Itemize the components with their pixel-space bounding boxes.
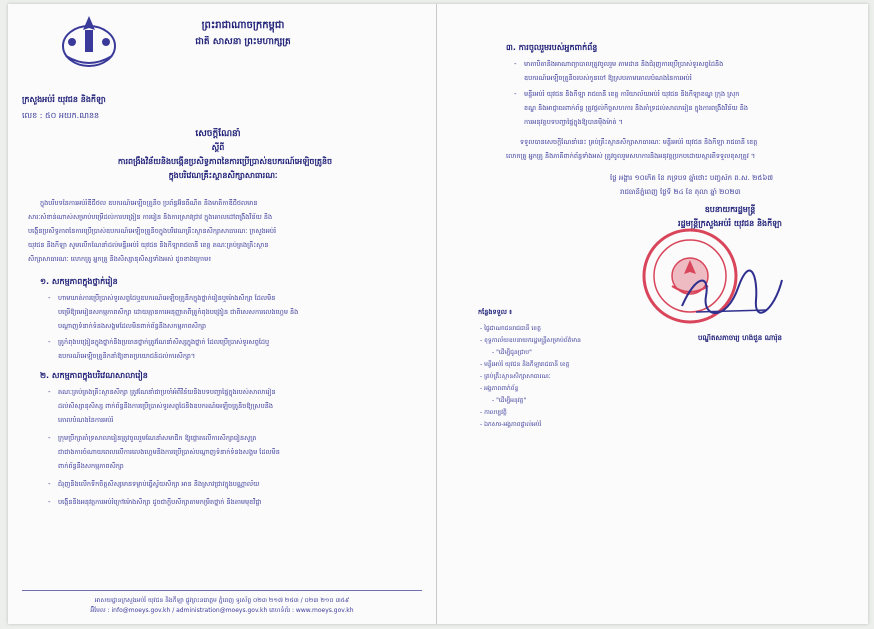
section-2-bullet-2-line: ក្រុមប្រឹក្សាគាំទ្រសាលារៀនត្រូវចូលរួមណែនាំសមាជិក ឱ្យផ្ដោតលើការសិក្សារៀនសូត្រ: [58, 434, 257, 442]
signature-icon: [676, 266, 786, 326]
document-about: ស្តីពី: [211, 143, 225, 152]
document-type: សេចក្តីណែនាំ: [195, 129, 241, 139]
intro-line: យុវជន និងកីឡា សូមលើកណែនាំដល់មន្ទីរអប់រំ យុវជន និងកីឡារាជធានី ខេត្ត គណៈគ្រប់គ្រងគ្រឹះស្ថាន: [28, 241, 269, 249]
section-3-bullet-1-line: មាតាបិតានិងអាណាព្យាបាលត្រូវចូលរួម តាមដាន និងជំរុញការប្រើប្រាស់ទូរសព្ទដៃនិង: [524, 60, 724, 68]
section-2-heading: ២. សកម្មភាពក្នុងបរិវេណសាលារៀន: [40, 371, 148, 380]
section-2-bullet-1-line: គណៈគ្រប់គ្រងគ្រឹះស្ថានសិក្សា ត្រូវណែនាំជាប្រចាំអំពីវិន័យនិងបទបញ្ជាផ្ទៃក្នុងរបស់សាលារៀន: [58, 388, 276, 396]
section-1-bullet-1-line: បណ្ដាញទំនាក់ទំនងសង្គមដែលមិនពាក់ព័ន្ធនឹងសកម្មភាពសិក្សា: [58, 322, 206, 330]
section-3-bullet-1-line: ឧបករណ៍អេឡិចត្រូនិចរបស់កូនចៅ ឱ្យស្របតាមគោលបំណងនៃការអប់រំ: [524, 74, 692, 82]
bullet-dash: -: [48, 498, 51, 506]
bullet-dash: -: [514, 90, 517, 98]
ministry-name: ក្រសួងអប់រំ យុវជន និងកីឡា: [22, 95, 106, 104]
recipient-item: - "ដើម្បីជូនជ្រាប": [492, 349, 532, 356]
signer-title-1: ឧបនាយករដ្ឋមន្ត្រី: [704, 205, 756, 214]
royal-emblem-icon: [58, 12, 120, 70]
bullet-dash: -: [514, 60, 517, 68]
document-title-line-2: ក្នុងបរិវេណគ្រឹះស្ថានសិក្សាសាធារណៈ: [168, 171, 278, 180]
intro-line: សារៈសំខាន់ណាស់សម្រាប់បម្រើដល់ការបង្រៀន ការរៀន និងការស្រាវជ្រាវ ក្នុងគោលដៅពង្រឹងវិន័យ និង: [28, 213, 273, 221]
date-lunar: ថ្ងៃ អង្គារ ១០កើត ខែ ភទ្របទ ឆ្នាំថោះ បញ្ចស័ក ព.ស. ២៥៦៧: [610, 174, 774, 182]
kingdom-name: ព្រះរាជាណាចក្រកម្ពុជា: [201, 20, 285, 31]
reference-number: លេខ : ៥០ អយក.ណនន: [22, 111, 100, 120]
section-3-bullet-2-line: ខណ្ឌ និងអាជ្ញាធរពាក់ព័ន្ធ ត្រូវផ្ដល់កិច្ចសហការ និងគាំទ្រដល់សាលារៀន ក្នុងការពង្រឹងវិន័យ និង: [524, 104, 749, 112]
signer-name: បណ្ឌិតសភាចារ្យ ហង់ជួន ណារ៉ុន: [697, 334, 783, 342]
signer-title-2: រដ្ឋមន្ត្រីក្រសួងអប់រំ យុវជន និងកីឡា: [678, 219, 782, 228]
bullet-dash: -: [48, 434, 51, 442]
bullet-dash: -: [48, 294, 51, 302]
recipient-item: - កាលប្បវត្តិ: [480, 409, 507, 416]
footer-address: អាសយដ្ឋានក្រសួងអប់រំ យុវជន និងកីឡា ផ្លូវព្រះនរោត្តម ភ្នំពេញ ទូរស័ព្ទ ០២៣ ២១៧ ២៥៣ / ០២៣ ២១០ ៣៥៩: [94, 597, 350, 604]
section-2-bullet-4: បង្កើននិងអនុវត្តការអប់រំក្រៅម៉ោងសិក្សា ដូចជាក្លឹបសិក្សាតាមកម្រិតថ្នាក់ និងតាមមុខវិជ្ជា: [58, 498, 262, 506]
section-1-bullet-2-line: គ្រូកំពុងបង្រៀនក្នុងថ្នាក់និងប្រធានថ្នាក់ត្រូវណែនាំសិស្សក្នុងថ្នាក់ ដែលប្រើប្រាស់ទូរសព្ទដៃឬ: [58, 338, 270, 346]
section-1-bullet-2-line: ឧបករណ៍អេឡិចត្រូនិកនាំឱ្យខាតប្រយោជន៍ដល់ការសិក្សា។: [58, 352, 196, 360]
document-title-line-1: ការពង្រឹងវិន័យនិងបង្កើនប្រសិទ្ធភាពនៃការប្រើប្រាស់ឧបករណ៍អេឡិចត្រូនិច: [117, 157, 333, 166]
recipient-item: - គ្រប់គ្រឹះស្ថានសិក្សាសាធារណៈ: [480, 373, 551, 380]
recipients-heading: កន្លែងទទួល ៖: [478, 308, 513, 316]
right-page: [440, 4, 868, 624]
section-1-heading: ១. សកម្មភាពក្នុងថ្នាក់រៀន: [40, 277, 118, 286]
intro-line: បង្កើនប្រសិទ្ធភាពនៃការប្រើប្រាស់ឧបករណ៍អេឡិចត្រូនិចក្នុងបរិវេណគ្រឹះស្ថានសិក្សាសាធារណៈ ក្រសួងអប់រំ: [28, 227, 277, 235]
intro-line: ក្នុងបរិបទនៃការអប់រំឌីជីថល ឧបករណ៍អេឡិចត្រូនិច ប្រព័ន្ធអ៊ីនធឺណិត និងមាតិកាឌីជីថលមាន: [40, 199, 258, 207]
section-2-bullet-2-line: ជាជាងការចំណាយពេលលើការលេងហ្គេមនិងការប្រើប្រាស់បណ្ដាញទំនាក់ទំនងសង្គម ដែលមិន: [58, 448, 280, 456]
recipient-item: - "ដើម្បីអនុវត្ត": [492, 397, 527, 404]
national-motto: ជាតិ សាសនា ព្រះមហាក្សត្រ: [195, 37, 291, 47]
closing-line: ទទួលបានសេចក្តីណែនាំនេះ គ្រប់គ្រឹះស្ថានសិក្សាសាធារណៈ មន្ទីរអប់រំ យុវជន និងកីឡា រាជធានី ខេត្ត: [520, 138, 758, 146]
document-spread: [8, 4, 868, 624]
recipient-item: - អង្គភាពពាក់ព័ន្ធ: [480, 385, 519, 392]
section-2-bullet-3: ជំរុញនិងលើកទឹកចិត្តសិស្សមានទម្លាប់ធ្វើស្វ័យសិក្សា អាន និងស្រាវជ្រាវក្នុងបណ្ណាល័យ: [58, 480, 260, 488]
footer-contact: អ៊ីមែល : info@moeys.gov.kh / administration@moeys.gov.kh គេហទំព័រ : www.moeys.gov.kh: [90, 607, 354, 614]
bullet-dash: -: [48, 388, 51, 396]
section-2-bullet-2-line: ពាក់ព័ន្ធនឹងសកម្មភាពសិក្សា: [58, 462, 124, 470]
section-3-bullet-2-line: មន្ទីរអប់រំ យុវជន និងកីឡា រាជធានី ខេត្ត ការិយាល័យអប់រំ យុវជន និងកីឡាខណ្ឌ ក្រុង ស្រុក: [524, 90, 740, 98]
recipient-item: - ខុទ្ទកាល័យឧបនាយករដ្ឋមន្ត្រីសម្រាប់ព័ត៌មាន: [480, 337, 581, 344]
recipient-item: - ឯកសារ-អង្គភាពផ្ទាល់អប់រំ: [480, 421, 542, 428]
section-3-bullet-2-line: ការអនុវត្តបទបញ្ជាផ្ទៃក្នុងឱ្យបានម៉ឺងម៉ាត់ ។: [524, 118, 623, 126]
section-2-bullet-1-line: ដល់សិស្សានុសិស្ស ពាក់ព័ន្ធនឹងការប្រើប្រាស់ទូរសព្ទដៃនិងឧបករណ៍អេឡិចត្រូនិចឱ្យស្របនឹង: [58, 402, 273, 410]
left-page: [8, 4, 437, 624]
section-1-bullet-1-line: បម្រើឱ្យមេរៀនសកម្មភាពសិក្សា ដោយគ្មានការអនុញ្ញាតពីគ្រូកំពុងបង្រៀន ជាពិសេសការលេងហ្គេម និង: [58, 308, 299, 316]
bullet-dash: -: [48, 338, 51, 346]
bullet-dash: -: [48, 480, 51, 488]
section-3-heading: ៣. ការចូលរួមរបស់អ្នកពាក់ព័ន្ធ: [506, 43, 598, 52]
date-solar: រាជធានីភ្នំពេញ ថ្ងៃទី ២៤ ខែ តុលា ឆ្នាំ ២០២៣: [620, 188, 741, 196]
recipient-item: - មន្ទីរអប់រំ យុវជន និងកីឡារាជធានី ខេត្ត: [480, 361, 570, 368]
intro-line: សិក្សាសាធារណៈ លោកគ្រូ អ្នកគ្រូ និងសិស្សានុសិស្សទាំងអស់ ដូចខាងក្រោម៖: [28, 255, 212, 263]
recipient-item: - ផ្ទៃជាណាជនរាជធានី ខេត្ត: [480, 325, 541, 332]
section-2-bullet-1-line: គោលបំណងនៃការអប់រំ: [58, 416, 114, 424]
section-1-bullet-1-line: ហាមឃាត់ការប្រើប្រាស់ទូរសព្ទដៃឬឧបករណ៍អេឡិចត្រូនិកក្នុងថ្នាក់រៀនឬម៉ោងសិក្សា ដែលមិន: [58, 294, 276, 302]
footer-divider: [22, 590, 422, 591]
closing-line: លោកគ្រូ អ្នកគ្រូ និងភាគីពាក់ព័ន្ធទាំងអស់ ត្រូវចូលរួមសហការនិងអនុវត្តប្រកបដោយស្មារតីទទួលខុសត្រូវ ។: [506, 152, 756, 160]
